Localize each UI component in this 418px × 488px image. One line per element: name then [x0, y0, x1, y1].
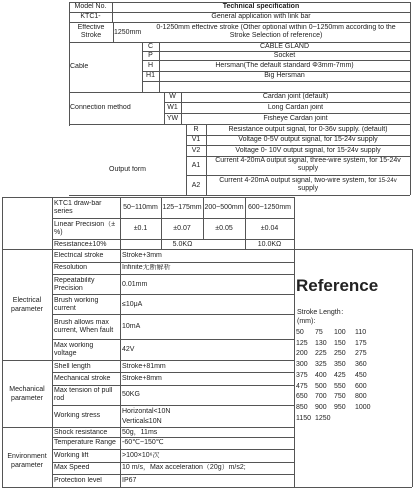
linear-label [54, 221, 120, 237]
elec-label-voltage-l1: Max working [54, 342, 94, 349]
stroke-desc-line2: Stroke Selection of reference) [229, 32, 323, 39]
out-desc-a1-line1: Current 4-20mA output signal, three-wire system, for 15-24v [215, 157, 401, 164]
elec-val-stroke: Stroke+3mm [122, 252, 162, 259]
ref-value: 150 [334, 339, 346, 347]
ref-value: 550 [334, 382, 346, 390]
linear-val-1: ±0.1 [133, 225, 148, 232]
stroke-label-line1: Effective [77, 24, 105, 31]
out-desc-a2 [206, 177, 410, 193]
ref-row [296, 339, 410, 350]
mech-label-stress: Working stress [54, 412, 101, 419]
ref-value: 325 [315, 361, 327, 369]
env-val-lift: >100×10⁶次 [122, 452, 160, 459]
ref-value: 250 [334, 350, 346, 358]
ref-row [296, 360, 410, 371]
elec-label-voltage-l2: voltage [54, 350, 77, 357]
ref-value: 375 [296, 371, 308, 379]
cable-label: Cable [70, 63, 89, 70]
ref-value: 500 [315, 382, 327, 390]
ref-value: 275 [355, 350, 367, 358]
linear-val-2: ±0.07 [173, 225, 191, 232]
resistance-val-2: 10.0KΩ [257, 241, 282, 248]
elec-val-resolution: Infinite无断解析 [122, 264, 171, 271]
elec-label-repeat [54, 277, 120, 293]
mech-val-shell: Stroke+81mm [122, 363, 166, 370]
ref-value: 110 [355, 329, 367, 336]
series-col-2: 125~175mm [162, 204, 202, 211]
conn-code-yw: YW [166, 115, 179, 122]
ktc1-value: General application with link bar [211, 13, 311, 20]
tech-spec-header: Technical specification [222, 3, 300, 10]
mech-label-tension-l2: rod [54, 395, 65, 402]
stroke-unit: 1250mm [114, 29, 142, 36]
out-desc-a1 [206, 157, 410, 173]
ref-row [296, 371, 410, 382]
series-col-1: 50~110mm [123, 204, 158, 211]
elec-val-brush-current: ≤10μA [122, 301, 143, 308]
env-label-speed: Max Speed [54, 464, 90, 471]
ref-row [296, 414, 410, 425]
reference-title: Reference [296, 276, 379, 295]
ref-value: 100 [334, 329, 346, 336]
mech-val-stress-l1: Horizontal<10N [122, 408, 171, 415]
output-label: Output form [109, 166, 146, 173]
elec-label-resolution: Resolution [54, 264, 88, 271]
resistance-val-1: 5.0KΩ [172, 241, 193, 248]
ref-value: 600 [355, 382, 367, 390]
elec-label-stroke: Electrical stroke [54, 252, 104, 259]
env-val-speed: 10 m/s，Max acceleration（20g）m/s2; [122, 464, 246, 471]
conn-code-w: W [169, 93, 176, 100]
ktc1-label: KTC1- [80, 13, 101, 20]
elec-val-brush-max: 10mA [122, 323, 141, 330]
series-col-4: 600~1250mm [247, 204, 291, 211]
mech-label-tension [54, 387, 120, 403]
connection-label: Connection method [70, 104, 131, 111]
elec-label-brush-max [54, 319, 120, 335]
reference-values-grid [296, 328, 410, 424]
out-desc-v2: Voltage 0- 10V output signal, for 15-24v supply [235, 147, 381, 154]
out-desc-a2-line1: Current 4-20mA output signal, two-wire system, for [219, 177, 377, 184]
ref-value: 130 [315, 339, 327, 347]
cable-desc-c: CABLE GLAND [259, 43, 310, 50]
ref-value: 475 [296, 382, 308, 390]
mech-val-stress [122, 407, 292, 427]
linear-label-line1: Linear Precision（± [54, 221, 116, 228]
ref-value: 200 [296, 350, 308, 358]
ref-row [296, 392, 410, 403]
env-label-protection: Protection level [54, 477, 102, 484]
conn-desc-yw: Fisheye Cardan joint [263, 115, 328, 122]
stroke-length-label-l2: (mm): [297, 318, 316, 325]
cable-code-p: P [148, 52, 153, 59]
cable-desc-h: Hersman(The default standard Φ3mm-7mm) [215, 62, 354, 69]
elec-val-repeat: 0.01mm [122, 281, 148, 288]
cable-desc-p: Socket [273, 52, 296, 59]
env-label-temp: Temperature Range [54, 439, 116, 446]
stroke-desc [142, 24, 410, 40]
ref-value: 175 [355, 339, 367, 347]
mech-val-stroke: Stroke+8mm [122, 375, 162, 382]
elec-label-repeat-l2: Precision [54, 285, 83, 292]
ref-row [296, 403, 410, 414]
ref-value: 850 [296, 403, 308, 411]
ref-row [296, 382, 410, 393]
ref-value: 400 [315, 371, 327, 379]
conn-desc-w1: Long Cardan joint [267, 104, 324, 111]
stroke-length-label [297, 308, 409, 326]
linear-val-4: ±0.04 [260, 225, 279, 232]
ref-value: 650 [296, 393, 308, 401]
out-desc-v1: Voltage 0-5V output signal, for 15-24v supply [238, 136, 378, 143]
ref-value: 50 [296, 329, 304, 336]
env-val-temp: -60℃~150℃ [122, 439, 164, 446]
elec-label-brushmax-l1: Brush allows max [54, 319, 109, 326]
out-desc-a2-small: 15-24v [378, 178, 397, 184]
series-label-line2: series [54, 208, 73, 215]
model-no-header: Model No. [74, 3, 107, 10]
ref-value: 300 [296, 361, 308, 369]
out-code-a2: A2 [191, 182, 201, 189]
environment-group-label: Environment parameter [7, 453, 47, 469]
env-label-shock: Shock resistance [54, 429, 108, 436]
ref-value: 425 [334, 371, 346, 379]
stroke-desc-line1: 0-1250mm effective stroke (Other optional within 0~1250mm according to the [156, 24, 396, 31]
resistance-label: Resistance±10% [54, 241, 107, 248]
cable-code-h1: H1 [146, 72, 155, 79]
ref-value: 225 [315, 350, 327, 358]
ref-value: 700 [315, 393, 327, 401]
env-label-lift: Working lift [54, 452, 89, 459]
out-desc-a1-line2: supply [297, 165, 319, 172]
mech-label-shell: Shell length [54, 363, 91, 370]
series-col-3: 200~500mm [204, 204, 244, 211]
out-code-v1: V1 [191, 136, 201, 143]
ref-value: 1000 [355, 403, 371, 411]
elec-label-brush-current [54, 297, 120, 313]
mech-val-tension: 50KG [122, 391, 140, 398]
ref-value: 75 [315, 329, 323, 336]
elec-val-voltage: 42V [122, 346, 135, 353]
out-code-a1: A1 [191, 162, 201, 169]
out-code-v2: V2 [191, 147, 201, 154]
ref-value: 750 [334, 393, 346, 401]
env-val-shock: 50g，11ms [122, 429, 158, 436]
out-desc-a2-line2: supply [297, 185, 319, 192]
mech-val-stress-l2: Vertical≤10N [122, 418, 162, 425]
ref-value: 350 [334, 361, 346, 369]
elec-label-brushmax-l2: current, When fault [54, 327, 114, 334]
elec-label-brush-l2: current [54, 305, 76, 312]
ref-value: 900 [315, 403, 327, 411]
stroke-length-label-l1: Stroke Length： [297, 309, 348, 316]
ref-value: 950 [334, 403, 346, 411]
mech-label-stroke: Mechanical stroke [54, 375, 111, 382]
ref-value: 1150 [296, 414, 312, 422]
ref-value: 800 [355, 393, 367, 401]
out-desc-r: Resistance output signal, for 0-36v supply. (default) [228, 126, 388, 133]
series-label-line1: KTC1 draw-bar [54, 200, 102, 207]
ref-value: 1250 [315, 414, 331, 422]
linear-label-line2: %) [54, 229, 63, 236]
series-label [54, 200, 120, 216]
ref-value: 450 [355, 371, 367, 379]
ref-row [296, 349, 410, 360]
conn-code-w1: W1 [167, 104, 178, 111]
conn-desc-w: Cardan joint (default) [262, 93, 329, 100]
stroke-label [69, 24, 113, 40]
mech-label-tension-l1: Max tension of pull [54, 387, 113, 394]
stroke-label-line2: Stroke [80, 32, 102, 39]
mechanical-group-label: Mechanical parameter [9, 386, 45, 402]
electrical-group-label: Electrical parameter [11, 297, 43, 313]
elec-label-brush-l1: Brush working [54, 297, 99, 304]
elec-label-repeat-l1: Repeatability [54, 277, 95, 284]
elec-label-voltage [54, 342, 120, 358]
cable-code-h: H [147, 62, 154, 69]
out-code-r: R [193, 126, 199, 133]
ref-value: 125 [296, 339, 308, 347]
ref-value: 360 [355, 361, 367, 369]
linear-val-3: ±0.05 [215, 225, 233, 232]
cable-desc-h1: Big Hersman [264, 72, 305, 79]
env-val-protection: IP67 [122, 477, 137, 484]
ref-row [296, 328, 410, 339]
cable-code-c: C [147, 43, 154, 50]
